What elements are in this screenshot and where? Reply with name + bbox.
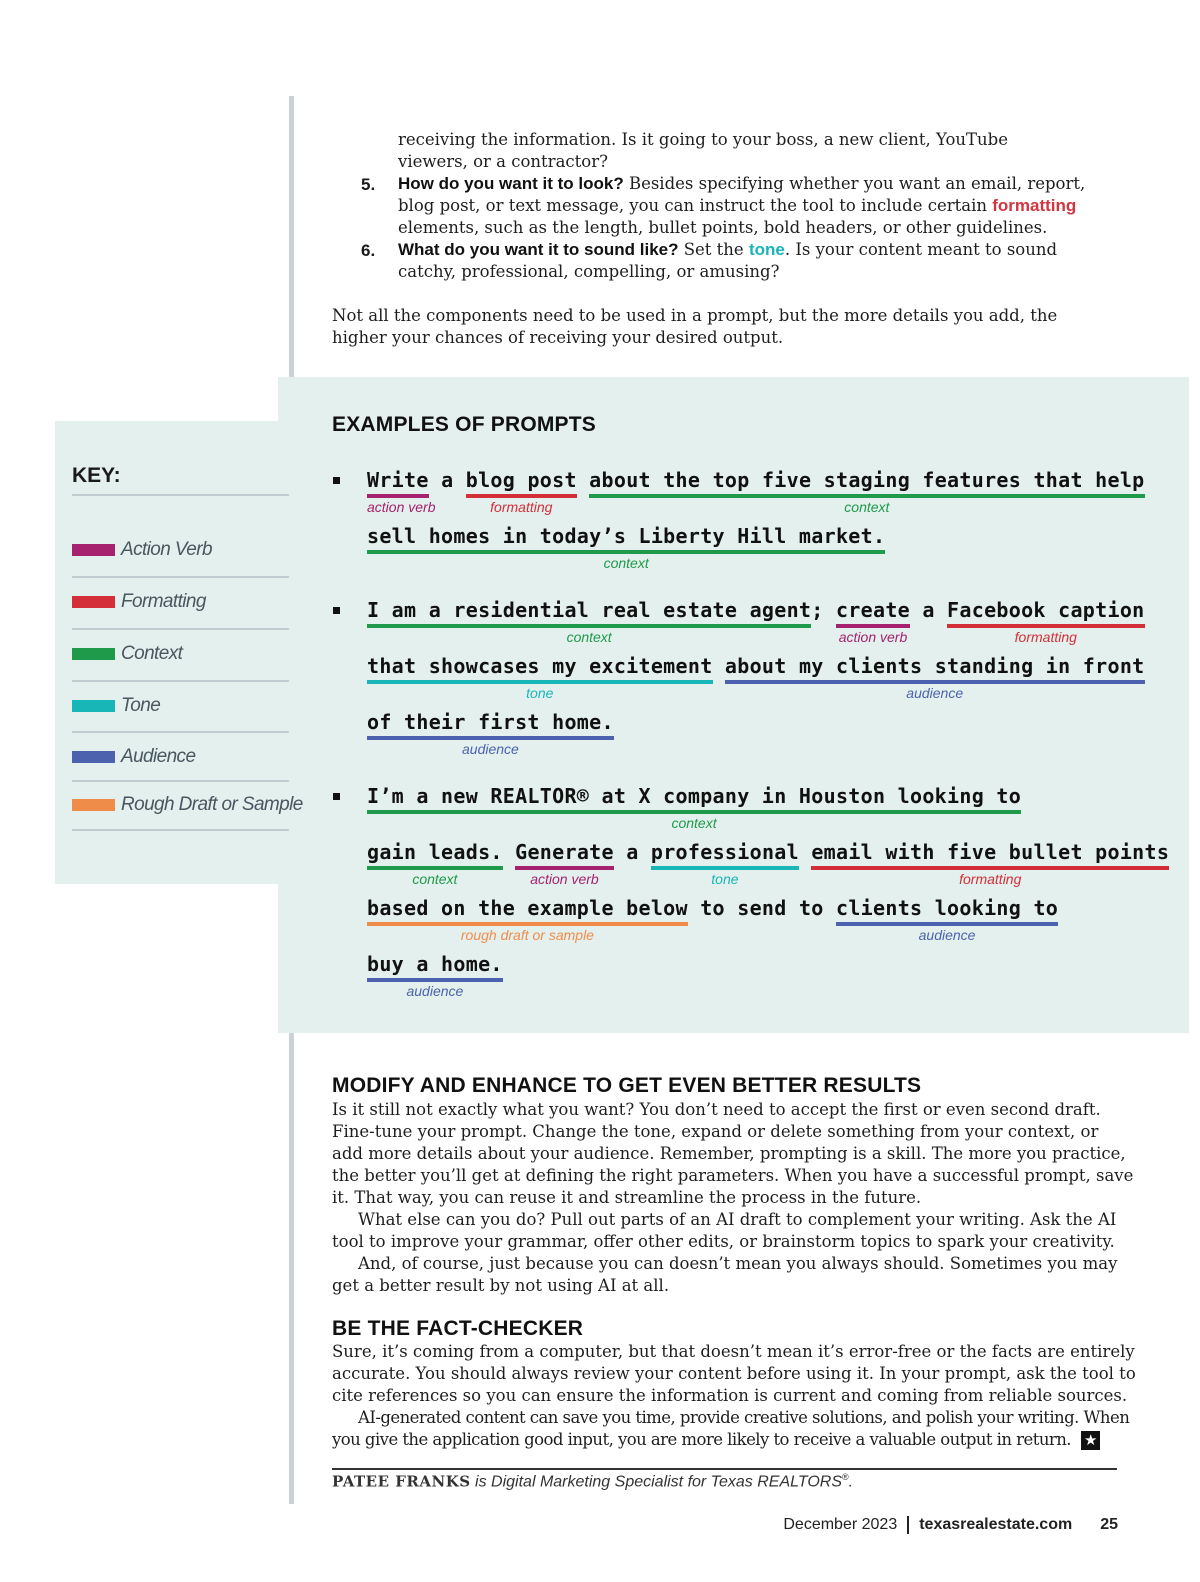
text-line: catchy, professional, compelling, or amusing? [398,262,780,281]
examples-heading: EXAMPLES OF PROMPTS [332,413,596,436]
text-line: And, of course, just because you can doesn’t mean you always should. Sometimes you may [358,1254,1118,1273]
tag-label: action verb [838,629,908,645]
seg-context [367,524,886,571]
text-line: AI-generated content can save you time, provide creative solutions, and polish your writing. When [358,1408,1130,1427]
list-number-6: 6. [361,241,376,260]
prompt-3-line-1 [367,784,1022,831]
text-line: cite references so you can ensure the information is current and coming from reliable sources. [332,1386,1128,1405]
tag-label: context [603,555,649,571]
seg-audience [724,654,1145,701]
prompt-1-line-1 [367,468,1145,515]
text-line: Not all the components need to be used in a prompt, but the more details you add, the [332,306,1058,325]
key-label: Action Verb [121,539,212,560]
key-item-action-verb [72,537,212,563]
key-divider [72,829,289,831]
seg-text: blog post [465,468,577,492]
prompt-1-line-2 [367,524,886,571]
plain-text: to send to [700,896,824,920]
seg-tone [650,840,799,887]
text-line: get a better result by not using AI at all. [332,1276,670,1295]
bullet [333,477,340,484]
color-swatch [72,544,115,556]
text-line: add more details about your audience. Remember, prompting is a skill. The more you practice, [332,1144,1126,1163]
plain-text: a [922,598,935,622]
tag-label: context [844,499,890,515]
byline [332,1472,853,1491]
color-swatch [72,799,115,811]
seg-audience [367,710,614,757]
list-item-lead: What do you want it to sound like? [398,240,679,259]
tag-label: action verb [530,871,599,887]
tag-label: context [671,815,717,831]
footer-separator [907,1516,909,1534]
seg-text: that showcases my excitement [367,654,713,678]
author-role: is Digital Marketing Specialist for Texas REALTORS [470,1473,842,1491]
seg-text: about my clients standing in front [724,654,1145,678]
author-name: PATEE FRANKS [332,1472,471,1491]
seg-context [367,840,503,887]
text-line: accurate. You should always review your content before using it. In your prompt, ask the tool to [332,1364,1136,1383]
author-role-end: . [848,1473,854,1491]
prompt-2-line-3 [367,710,614,757]
prompt-2-line-1 [367,598,1145,645]
seg-action-verb [367,468,436,515]
tag-label: tone [526,685,554,701]
key-item-audience [72,744,195,770]
seg-action-verb [515,840,614,887]
tag-label: rough draft or sample [460,927,594,943]
formatting-highlight: formatting [992,196,1077,215]
plain-text: a [441,468,454,492]
site-url: texasrealestate.com [919,1516,1073,1533]
seg-text: gain leads. [367,840,503,864]
modify-heading: MODIFY AND ENHANCE TO GET EVEN BETTER RESULTS [332,1074,922,1097]
seg-text: create [835,598,911,622]
plain-text: a [626,840,639,864]
list-item-6 [398,239,1057,283]
tag-label: audience [462,741,519,757]
text-line: What else can you do? Pull out parts of an AI draft to complement your writing. Ask the AI [358,1210,1117,1229]
seg-formatting [811,840,1170,887]
key-title: KEY: [72,464,121,487]
text-run: Set the [678,240,749,259]
color-swatch [72,751,115,763]
tag-label: formatting [490,499,553,515]
text-line: it. That way, you can reuse it and streamline the process in the future. [332,1188,922,1207]
modify-body [332,1099,1133,1297]
bullet [333,607,340,614]
list-item-lead: How do you want it to look? [398,174,624,193]
key-divider [72,628,289,630]
text-line: Fine-tune your prompt. Change the tone, expand or delete something from your context, or [332,1122,1099,1141]
key-divider [72,494,289,496]
seg-text: professional [650,840,799,864]
list-number-5: 5. [361,175,376,194]
seg-text: Generate [515,840,614,864]
seg-text: clients looking to [835,896,1059,920]
key-label: Formatting [121,591,206,612]
tag-label: audience [918,927,976,943]
seg-context [367,598,812,645]
seg-text: about the top five staging features that help [589,468,1145,492]
seg-text: I am a residential real estate agent [367,598,812,622]
key-label: Audience [121,746,196,767]
color-swatch [72,700,115,712]
seg-text: sell homes in today’s Liberty Hill market. [367,524,886,548]
tag-label: audience [406,983,464,999]
list-continuation [398,129,1008,173]
factcheck-body [332,1341,1136,1451]
key-label: Context [121,643,183,664]
seg-formatting [947,598,1145,645]
tag-label: context [412,871,458,887]
seg-action-verb [835,598,911,645]
tag-label: formatting [959,871,1022,887]
prompt-2-line-2 [367,654,1145,701]
key-item-formatting [72,589,206,615]
key-label: Tone [121,695,161,716]
end-star-icon: ★ [1081,1431,1100,1450]
plain-text: ; [811,598,824,622]
byline-rule [332,1468,1117,1470]
text-line: Is it still not exactly what you want? You don’t need to accept the first or even second draft. [332,1100,1101,1119]
tag-label: context [566,629,612,645]
seg-tone [367,654,713,701]
text-line: elements, such as the length, bullet points, bold headers, or other guidelines. [398,218,1048,237]
prompt-3-line-2 [367,840,1170,887]
text-line: receiving the information. Is it going to your boss, a new client, YouTube [398,130,1008,149]
key-divider [72,576,289,578]
key-item-context [72,641,182,667]
text-run: Besides specifying whether you want an email, report, [623,174,1086,193]
text-line: viewers, or a contractor? [398,152,608,171]
list-item-5 [398,173,1085,239]
seg-rough-draft [367,896,688,943]
seg-text: email with five bullet points [811,840,1170,864]
seg-text: of their first home. [367,710,614,734]
key-divider [72,680,289,682]
text-run: blog post, or text message, you can instruct the tool to include certain [398,196,993,215]
registered-mark: ® [842,1472,849,1482]
issue-date: December 2023 [783,1516,898,1533]
tag-label: tone [711,871,739,887]
seg-context [589,468,1145,515]
seg-text: Write [367,468,429,492]
seg-audience [835,896,1059,943]
text-run: . Is your content meant to sound [784,240,1058,259]
key-divider [72,780,289,782]
seg-text: I’m a new REALTOR® at X company in Houston looking to [367,784,1022,808]
prompt-3-line-4 [367,952,503,999]
tone-highlight: tone [748,240,785,259]
seg-audience [367,952,503,999]
page-number: 25 [1100,1516,1118,1533]
key-item-rough-draft [72,792,303,818]
factcheck-heading: BE THE FACT-CHECKER [332,1317,584,1340]
seg-text: based on the example below [367,896,688,920]
text-line: the better you’ll get at defining the right parameters. When you have a successful prompt, save [332,1166,1134,1185]
seg-text: buy a home. [367,952,503,976]
color-swatch [72,596,115,608]
seg-formatting [465,468,577,515]
seg-text: Facebook caption [947,598,1145,622]
page-footer [783,1516,1118,1534]
tag-label: action verb [367,499,436,515]
text-run: you give the application good input, you are more likely to receive a valuable output in return. [332,1430,1071,1449]
key-label: Rough Draft or Sample [121,794,303,815]
bullet [333,793,340,800]
intro-paragraph [332,305,1057,349]
seg-context [367,784,1022,831]
text-line: Sure, it’s coming from a computer, but that doesn’t mean it’s error-free or the facts are entirely [332,1342,1135,1361]
key-item-tone [72,693,160,719]
tag-label: formatting [1014,629,1077,645]
text-line: tool to improve your grammar, offer other edits, or brainstorm topics to spark your creativity. [332,1232,1115,1251]
key-divider [72,731,289,733]
color-swatch [72,648,115,660]
tag-label: audience [906,685,964,701]
prompt-3-line-3 [367,896,1059,943]
text-line: higher your chances of receiving your desired output. [332,328,784,347]
